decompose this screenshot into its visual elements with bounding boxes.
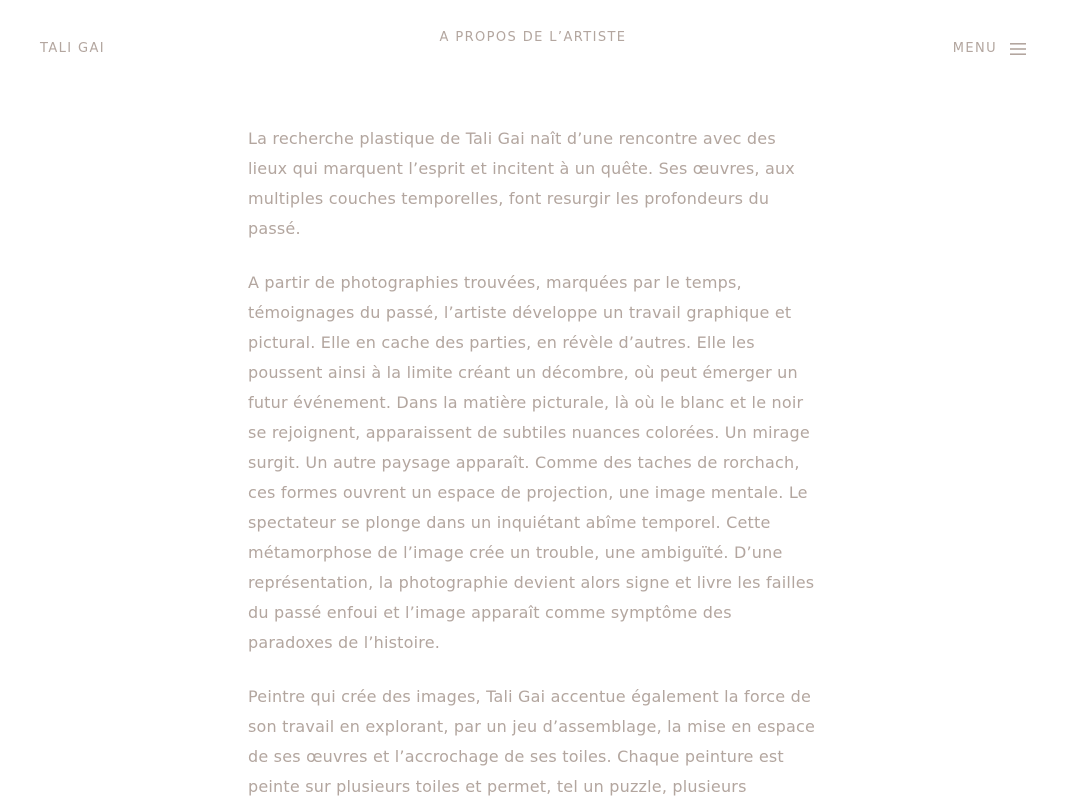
site-header <box>0 0 1066 90</box>
bio-paragraph-1: La recherche plastique de Tali Gai naît d’une rencontre avec des lieux qui marquent l’esprit et incitent à un quête. Ses œuvres, aux multiples couches temporelles, font resurgir les profondeurs du passé. <box>248 129 795 238</box>
menu-button[interactable] <box>953 40 1026 57</box>
page-title: A PROPOS DE L’ARTISTE <box>439 30 627 45</box>
menu-label: MENU <box>952 41 997 56</box>
bio-paragraph-3: Peintre qui crée des images, Tali Gai accentue également la force de son travail en explorant, par un jeu d’assemblage, la mise en espace de ses œuvres et l’accrochage de ses toiles. Chaque peinture est peinte sur plusieurs toiles et permet, tel un puzzle, plusieurs <box>248 687 816 796</box>
brand-link[interactable]: TALI GAI <box>40 41 106 56</box>
bio-paragraph-2: A partir de photographies trouvées, marquées par le temps, témoignages du passé, l’artiste développe un travail graphique et pictural. Elle en cache des parties, en révèle d’autres. Elle les poussent ainsi à la limite créant un décombre, où peut émerger un futur événement. Dans la matière picturale, là où le blanc et le noir se rejoignent, apparaissent de subtiles nuances colorées. Un mirage surgit. Un autre paysage apparaît. Comme des taches de rorchach, ces formes ouvrent un espace de projection, une image mentale. Le spectateur se plonge dans un inquiétant abîme temporel. Cette métamorphose de l’image crée un trouble, une ambiguïté. D’une représentation, la photographie devient alors signe et livre les failles du passé enfoui et l’image apparaît comme symptôme des paradoxes de l’histoire. <box>248 273 815 652</box>
hamburger-icon <box>1010 43 1026 55</box>
artist-bio <box>248 124 820 803</box>
